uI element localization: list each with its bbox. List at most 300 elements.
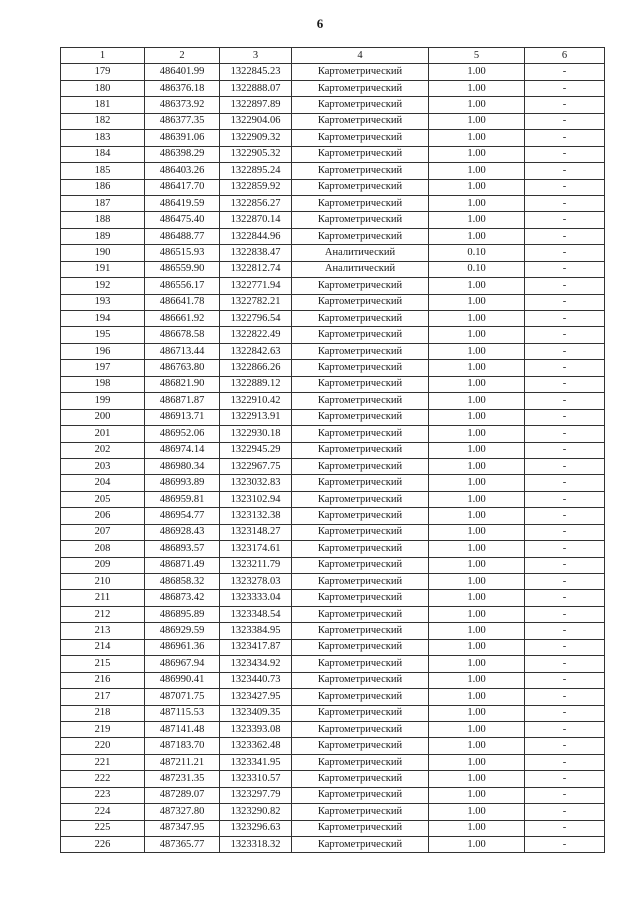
y-coordinate-cell: 1322930.18 [220, 426, 292, 442]
note-cell: - [525, 294, 605, 310]
note-cell: - [525, 146, 605, 162]
x-coordinate-cell: 487115.53 [145, 705, 220, 721]
y-coordinate-cell: 1322909.32 [220, 130, 292, 146]
point-number-cell: 192 [61, 278, 145, 294]
point-number-cell: 191 [61, 261, 145, 277]
point-number-cell: 206 [61, 508, 145, 524]
accuracy-cell: 1.00 [429, 574, 525, 590]
note-cell: - [525, 426, 605, 442]
point-number-cell: 197 [61, 360, 145, 376]
x-coordinate-cell: 486377.35 [145, 113, 220, 129]
point-number-cell: 196 [61, 343, 145, 359]
accuracy-cell: 1.00 [429, 754, 525, 770]
note-cell: - [525, 393, 605, 409]
table-row [61, 97, 605, 113]
table-row [61, 212, 605, 228]
note-cell: - [525, 360, 605, 376]
table-row [61, 771, 605, 787]
method-cell: Картометрический [292, 672, 429, 688]
y-coordinate-cell: 1322967.75 [220, 458, 292, 474]
table-row [61, 672, 605, 688]
note-cell: - [525, 639, 605, 655]
table-row [61, 409, 605, 425]
accuracy-cell: 1.00 [429, 475, 525, 491]
table-row [61, 738, 605, 754]
note-cell: - [525, 508, 605, 524]
point-number-cell: 194 [61, 311, 145, 327]
x-coordinate-cell: 486515.93 [145, 245, 220, 261]
note-cell: - [525, 491, 605, 507]
table-row [61, 130, 605, 146]
table-row [61, 606, 605, 622]
y-coordinate-cell: 1323310.57 [220, 771, 292, 787]
note-cell: - [525, 738, 605, 754]
point-number-cell: 215 [61, 656, 145, 672]
point-number-cell: 186 [61, 179, 145, 195]
point-number-cell: 210 [61, 574, 145, 590]
y-coordinate-cell: 1323148.27 [220, 524, 292, 540]
accuracy-cell: 1.00 [429, 343, 525, 359]
x-coordinate-cell: 486961.36 [145, 639, 220, 655]
method-cell: Картометрический [292, 327, 429, 343]
method-cell: Картометрический [292, 623, 429, 639]
y-coordinate-cell: 1322870.14 [220, 212, 292, 228]
y-coordinate-cell: 1323032.83 [220, 475, 292, 491]
point-number-cell: 193 [61, 294, 145, 310]
x-coordinate-cell: 486952.06 [145, 426, 220, 442]
note-cell: - [525, 113, 605, 129]
accuracy-cell: 1.00 [429, 311, 525, 327]
table-row [61, 754, 605, 770]
method-cell: Картометрический [292, 639, 429, 655]
table-row [61, 442, 605, 458]
accuracy-cell: 1.00 [429, 442, 525, 458]
table-row [61, 721, 605, 737]
point-number-cell: 217 [61, 689, 145, 705]
accuracy-cell: 1.00 [429, 409, 525, 425]
x-coordinate-cell: 486929.59 [145, 623, 220, 639]
x-coordinate-cell: 486893.57 [145, 541, 220, 557]
table-row [61, 689, 605, 705]
table-row [61, 278, 605, 294]
x-coordinate-cell: 486641.78 [145, 294, 220, 310]
point-number-cell: 214 [61, 639, 145, 655]
method-cell: Картометрический [292, 343, 429, 359]
table-row [61, 491, 605, 507]
point-number-cell: 200 [61, 409, 145, 425]
note-cell: - [525, 376, 605, 392]
note-cell: - [525, 541, 605, 557]
y-coordinate-cell: 1322888.07 [220, 80, 292, 96]
point-number-cell: 187 [61, 195, 145, 211]
point-number-cell: 180 [61, 80, 145, 96]
method-cell: Картометрический [292, 442, 429, 458]
point-number-cell: 179 [61, 64, 145, 80]
x-coordinate-cell: 486873.42 [145, 590, 220, 606]
point-number-cell: 201 [61, 426, 145, 442]
method-cell: Картометрический [292, 228, 429, 244]
table-row [61, 623, 605, 639]
x-coordinate-cell: 487071.75 [145, 689, 220, 705]
note-cell: - [525, 80, 605, 96]
method-cell: Картометрический [292, 738, 429, 754]
y-coordinate-cell: 1322856.27 [220, 195, 292, 211]
x-coordinate-cell: 486556.17 [145, 278, 220, 294]
method-cell: Картометрический [292, 376, 429, 392]
x-coordinate-cell: 486858.32 [145, 574, 220, 590]
y-coordinate-cell: 1322866.26 [220, 360, 292, 376]
point-number-cell: 212 [61, 606, 145, 622]
coordinates-table [60, 47, 605, 853]
table-row [61, 64, 605, 80]
accuracy-cell: 1.00 [429, 771, 525, 787]
note-cell: - [525, 787, 605, 803]
method-cell: Картометрический [292, 311, 429, 327]
note-cell: - [525, 754, 605, 770]
x-coordinate-cell: 486959.81 [145, 491, 220, 507]
point-number-cell: 211 [61, 590, 145, 606]
y-coordinate-cell: 1322838.47 [220, 245, 292, 261]
column-header: 1 [61, 48, 145, 64]
accuracy-cell: 1.00 [429, 179, 525, 195]
accuracy-cell: 1.00 [429, 113, 525, 129]
accuracy-cell: 1.00 [429, 639, 525, 655]
point-number-cell: 209 [61, 557, 145, 573]
point-number-cell: 198 [61, 376, 145, 392]
note-cell: - [525, 705, 605, 721]
y-coordinate-cell: 1323440.73 [220, 672, 292, 688]
method-cell: Картометрический [292, 787, 429, 803]
note-cell: - [525, 524, 605, 540]
method-cell: Аналитический [292, 261, 429, 277]
method-cell: Картометрический [292, 754, 429, 770]
method-cell: Картометрический [292, 80, 429, 96]
method-cell: Картометрический [292, 689, 429, 705]
x-coordinate-cell: 486913.71 [145, 409, 220, 425]
note-cell: - [525, 606, 605, 622]
method-cell: Аналитический [292, 245, 429, 261]
table-row [61, 393, 605, 409]
point-number-cell: 216 [61, 672, 145, 688]
note-cell: - [525, 130, 605, 146]
point-number-cell: 219 [61, 721, 145, 737]
point-number-cell: 182 [61, 113, 145, 129]
accuracy-cell: 1.00 [429, 228, 525, 244]
accuracy-cell: 1.00 [429, 97, 525, 113]
note-cell: - [525, 574, 605, 590]
note-cell: - [525, 721, 605, 737]
note-cell: - [525, 837, 605, 853]
point-number-cell: 204 [61, 475, 145, 491]
accuracy-cell: 1.00 [429, 804, 525, 820]
point-number-cell: 190 [61, 245, 145, 261]
x-coordinate-cell: 486398.29 [145, 146, 220, 162]
point-number-cell: 202 [61, 442, 145, 458]
y-coordinate-cell: 1323297.79 [220, 787, 292, 803]
method-cell: Картометрический [292, 475, 429, 491]
y-coordinate-cell: 1323393.08 [220, 721, 292, 737]
y-coordinate-cell: 1322782.21 [220, 294, 292, 310]
method-cell: Картометрический [292, 590, 429, 606]
note-cell: - [525, 179, 605, 195]
method-cell: Картометрический [292, 771, 429, 787]
table-row [61, 524, 605, 540]
method-cell: Картометрический [292, 113, 429, 129]
method-cell: Картометрический [292, 804, 429, 820]
y-coordinate-cell: 1322910.42 [220, 393, 292, 409]
table-row [61, 294, 605, 310]
accuracy-cell: 1.00 [429, 508, 525, 524]
y-coordinate-cell: 1323384.95 [220, 623, 292, 639]
point-number-cell: 223 [61, 787, 145, 803]
x-coordinate-cell: 486821.90 [145, 376, 220, 392]
accuracy-cell: 1.00 [429, 623, 525, 639]
table-row [61, 541, 605, 557]
x-coordinate-cell: 486763.80 [145, 360, 220, 376]
method-cell: Картометрический [292, 360, 429, 376]
x-coordinate-cell: 486871.87 [145, 393, 220, 409]
x-coordinate-cell: 486871.49 [145, 557, 220, 573]
accuracy-cell: 1.00 [429, 212, 525, 228]
y-coordinate-cell: 1322771.94 [220, 278, 292, 294]
page-number: 6 [316, 16, 324, 31]
x-coordinate-cell: 487347.95 [145, 820, 220, 836]
point-number-cell: 203 [61, 458, 145, 474]
note-cell: - [525, 327, 605, 343]
table-row [61, 80, 605, 96]
column-header: 5 [429, 48, 525, 64]
point-number-cell: 225 [61, 820, 145, 836]
table-row [61, 195, 605, 211]
table-row [61, 261, 605, 277]
table-row [61, 508, 605, 524]
x-coordinate-cell: 486391.06 [145, 130, 220, 146]
note-cell: - [525, 590, 605, 606]
y-coordinate-cell: 1322822.49 [220, 327, 292, 343]
accuracy-cell: 1.00 [429, 820, 525, 836]
y-coordinate-cell: 1323417.87 [220, 639, 292, 655]
accuracy-cell: 1.00 [429, 458, 525, 474]
point-number-cell: 220 [61, 738, 145, 754]
y-coordinate-cell: 1323318.32 [220, 837, 292, 853]
method-cell: Картометрический [292, 541, 429, 557]
accuracy-cell: 1.00 [429, 738, 525, 754]
note-cell: - [525, 278, 605, 294]
y-coordinate-cell: 1322895.24 [220, 163, 292, 179]
note-cell: - [525, 689, 605, 705]
x-coordinate-cell: 486475.40 [145, 212, 220, 228]
table-row [61, 557, 605, 573]
y-coordinate-cell: 1323409.35 [220, 705, 292, 721]
method-cell: Картометрический [292, 656, 429, 672]
note-cell: - [525, 228, 605, 244]
accuracy-cell: 1.00 [429, 327, 525, 343]
x-coordinate-cell: 487289.07 [145, 787, 220, 803]
method-cell: Картометрический [292, 705, 429, 721]
method-cell: Картометрический [292, 195, 429, 211]
y-coordinate-cell: 1322845.23 [220, 64, 292, 80]
point-number-cell: 222 [61, 771, 145, 787]
x-coordinate-cell: 486980.34 [145, 458, 220, 474]
accuracy-cell: 1.00 [429, 195, 525, 211]
x-coordinate-cell: 486401.99 [145, 64, 220, 80]
y-coordinate-cell: 1323211.79 [220, 557, 292, 573]
method-cell: Картометрический [292, 458, 429, 474]
table-row [61, 820, 605, 836]
method-cell: Картометрический [292, 574, 429, 590]
accuracy-cell: 1.00 [429, 689, 525, 705]
table-row [61, 113, 605, 129]
x-coordinate-cell: 486661.92 [145, 311, 220, 327]
x-coordinate-cell: 487211.21 [145, 754, 220, 770]
x-coordinate-cell: 486403.26 [145, 163, 220, 179]
table-row [61, 179, 605, 195]
y-coordinate-cell: 1323278.03 [220, 574, 292, 590]
accuracy-cell: 1.00 [429, 606, 525, 622]
table-row [61, 656, 605, 672]
x-coordinate-cell: 486928.43 [145, 524, 220, 540]
table-row [61, 837, 605, 853]
y-coordinate-cell: 1322812.74 [220, 261, 292, 277]
accuracy-cell: 1.00 [429, 541, 525, 557]
method-cell: Картометрический [292, 212, 429, 228]
y-coordinate-cell: 1323102.94 [220, 491, 292, 507]
note-cell: - [525, 64, 605, 80]
method-cell: Картометрический [292, 163, 429, 179]
note-cell: - [525, 656, 605, 672]
y-coordinate-cell: 1323174.61 [220, 541, 292, 557]
table-row [61, 787, 605, 803]
method-cell: Картометрический [292, 409, 429, 425]
table-row [61, 343, 605, 359]
point-number-cell: 221 [61, 754, 145, 770]
note-cell: - [525, 245, 605, 261]
point-number-cell: 207 [61, 524, 145, 540]
method-cell: Картометрический [292, 64, 429, 80]
x-coordinate-cell: 486974.14 [145, 442, 220, 458]
y-coordinate-cell: 1323296.63 [220, 820, 292, 836]
method-cell: Картометрический [292, 426, 429, 442]
y-coordinate-cell: 1323348.54 [220, 606, 292, 622]
column-header: 4 [292, 48, 429, 64]
note-cell: - [525, 771, 605, 787]
y-coordinate-cell: 1323341.95 [220, 754, 292, 770]
y-coordinate-cell: 1323434.92 [220, 656, 292, 672]
point-number-cell: 213 [61, 623, 145, 639]
note-cell: - [525, 163, 605, 179]
x-coordinate-cell: 486488.77 [145, 228, 220, 244]
x-coordinate-cell: 487141.48 [145, 721, 220, 737]
point-number-cell: 218 [61, 705, 145, 721]
table-row [61, 327, 605, 343]
point-number-cell: 181 [61, 97, 145, 113]
x-coordinate-cell: 486954.77 [145, 508, 220, 524]
x-coordinate-cell: 487183.70 [145, 738, 220, 754]
method-cell: Картометрический [292, 97, 429, 113]
point-number-cell: 224 [61, 804, 145, 820]
y-coordinate-cell: 1322796.54 [220, 311, 292, 327]
table-row [61, 146, 605, 162]
x-coordinate-cell: 486967.94 [145, 656, 220, 672]
accuracy-cell: 1.00 [429, 787, 525, 803]
method-cell: Картометрический [292, 837, 429, 853]
point-number-cell: 188 [61, 212, 145, 228]
table-row [61, 458, 605, 474]
x-coordinate-cell: 486990.41 [145, 672, 220, 688]
table-header-row [61, 48, 605, 64]
note-cell: - [525, 261, 605, 277]
method-cell: Картометрический [292, 491, 429, 507]
point-number-cell: 184 [61, 146, 145, 162]
column-header: 6 [525, 48, 605, 64]
x-coordinate-cell: 486417.70 [145, 179, 220, 195]
point-number-cell: 205 [61, 491, 145, 507]
table-row [61, 475, 605, 491]
note-cell: - [525, 458, 605, 474]
accuracy-cell: 1.00 [429, 360, 525, 376]
note-cell: - [525, 343, 605, 359]
y-coordinate-cell: 1322904.06 [220, 113, 292, 129]
y-coordinate-cell: 1322859.92 [220, 179, 292, 195]
y-coordinate-cell: 1322842.63 [220, 343, 292, 359]
table-row [61, 590, 605, 606]
point-number-cell: 185 [61, 163, 145, 179]
x-coordinate-cell: 487327.80 [145, 804, 220, 820]
table-body [61, 48, 605, 853]
note-cell: - [525, 475, 605, 491]
accuracy-cell: 1.00 [429, 837, 525, 853]
accuracy-cell: 1.00 [429, 491, 525, 507]
table-row [61, 228, 605, 244]
note-cell: - [525, 672, 605, 688]
method-cell: Картометрический [292, 278, 429, 294]
accuracy-cell: 1.00 [429, 146, 525, 162]
accuracy-cell: 1.00 [429, 294, 525, 310]
table-row [61, 426, 605, 442]
table-row [61, 311, 605, 327]
x-coordinate-cell: 486895.89 [145, 606, 220, 622]
accuracy-cell: 1.00 [429, 130, 525, 146]
point-number-cell: 183 [61, 130, 145, 146]
table-row [61, 360, 605, 376]
accuracy-cell: 1.00 [429, 590, 525, 606]
x-coordinate-cell: 486419.59 [145, 195, 220, 211]
accuracy-cell: 1.00 [429, 656, 525, 672]
column-header: 3 [220, 48, 292, 64]
table-row [61, 376, 605, 392]
note-cell: - [525, 195, 605, 211]
method-cell: Картометрический [292, 524, 429, 540]
x-coordinate-cell: 487231.35 [145, 771, 220, 787]
method-cell: Картометрический [292, 146, 429, 162]
note-cell: - [525, 820, 605, 836]
y-coordinate-cell: 1322905.32 [220, 146, 292, 162]
note-cell: - [525, 557, 605, 573]
table-row [61, 639, 605, 655]
note-cell: - [525, 311, 605, 327]
accuracy-cell: 1.00 [429, 80, 525, 96]
x-coordinate-cell: 486376.18 [145, 80, 220, 96]
note-cell: - [525, 442, 605, 458]
method-cell: Картометрический [292, 179, 429, 195]
note-cell: - [525, 97, 605, 113]
method-cell: Картометрический [292, 606, 429, 622]
accuracy-cell: 1.00 [429, 557, 525, 573]
point-number-cell: 189 [61, 228, 145, 244]
accuracy-cell: 1.00 [429, 163, 525, 179]
table-row [61, 163, 605, 179]
y-coordinate-cell: 1322913.91 [220, 409, 292, 425]
